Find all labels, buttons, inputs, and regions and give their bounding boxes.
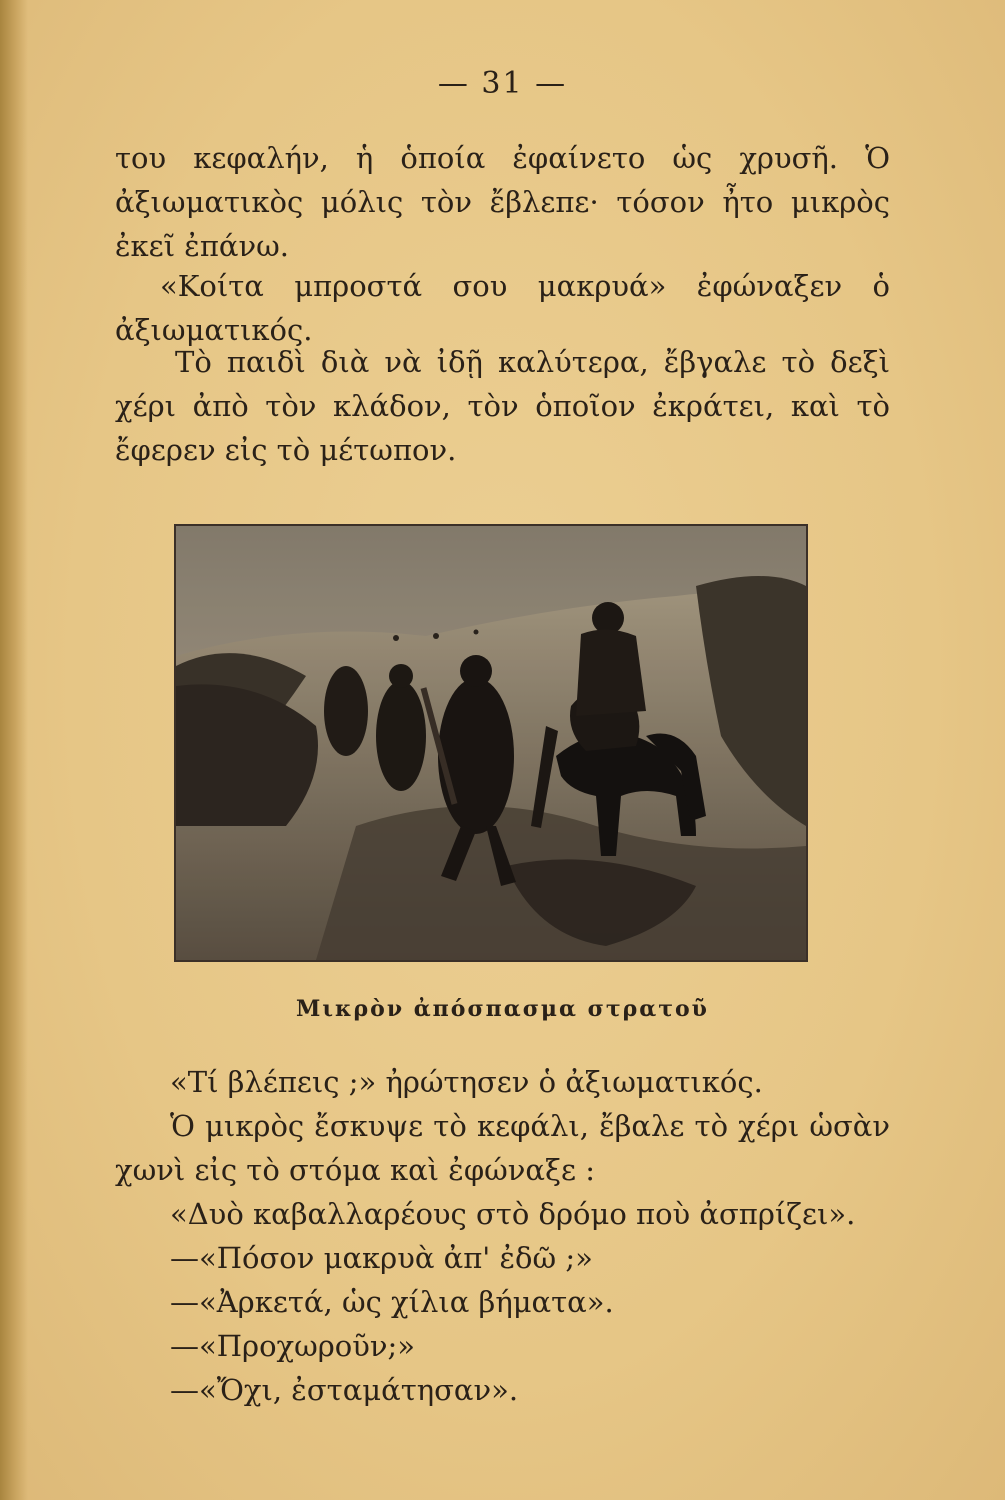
paragraph-1: του κεφαλήν, ἡ ὁποία ἐφαίνετο ὡς χρυσῆ. Ὁ ἀξιωματικὸς μόλις τὸν ἔβλεπε· τόσον ἦτο μικρὸς ἐκεῖ ἐπάνω. <box>115 141 890 263</box>
dialogue-line-2: Ὁ μικρὸς ἔσκυψε τὸ κεφάλι, ἔβαλε τὸ χέρι ὡσὰν χωνὶ εἰς τὸ στόμα καὶ ἐφώναξε : <box>115 1109 890 1187</box>
dialogue-line-1: «Τί βλέπεις ;» ἠρώτησεν ὁ ἀξιωματικός. <box>170 1065 763 1099</box>
photo-soldiers-with-horse-icon <box>176 526 806 960</box>
dialogue-line-5: —«Ἀρκετά, ὡς χίλια βήματα». <box>170 1285 614 1319</box>
page-number: — 31 — <box>437 66 568 101</box>
dialogue-line-3: «Δυὸ καβαλλαρέους στὸ δρόμο ποὺ ἀσπρίζει». <box>170 1197 856 1231</box>
dialogue-line-7: —«Ὄχι, ἐσταμάτησαν». <box>170 1373 519 1407</box>
dialogue-line-6: —«Προχωροῦν;» <box>170 1329 416 1363</box>
figure-caption: Μικρὸν ἀπόσπασμα στρατοῦ <box>296 996 709 1022</box>
paragraph-2: «Κοίτα μπροστά σου μακρυά» ἐφώναξεν ὁ ἀξιωματικός. <box>115 269 890 347</box>
photograph <box>174 524 808 962</box>
dialogue-line-4: —«Πόσον μακρυὰ ἀπ' ἐδῶ ;» <box>170 1241 593 1275</box>
paragraph-3: Τὸ παιδὶ διὰ νὰ ἰδῇ καλύτερα, ἔβγαλε τὸ δεξὶ χέρι ἀπὸ τὸν κλάδον, τὸν ὁποῖον ἐκράτει, καὶ τὸ ἔφερεν εἰς τὸ μέτωπον. <box>115 345 890 467</box>
book-spine-shadow <box>0 0 28 1500</box>
